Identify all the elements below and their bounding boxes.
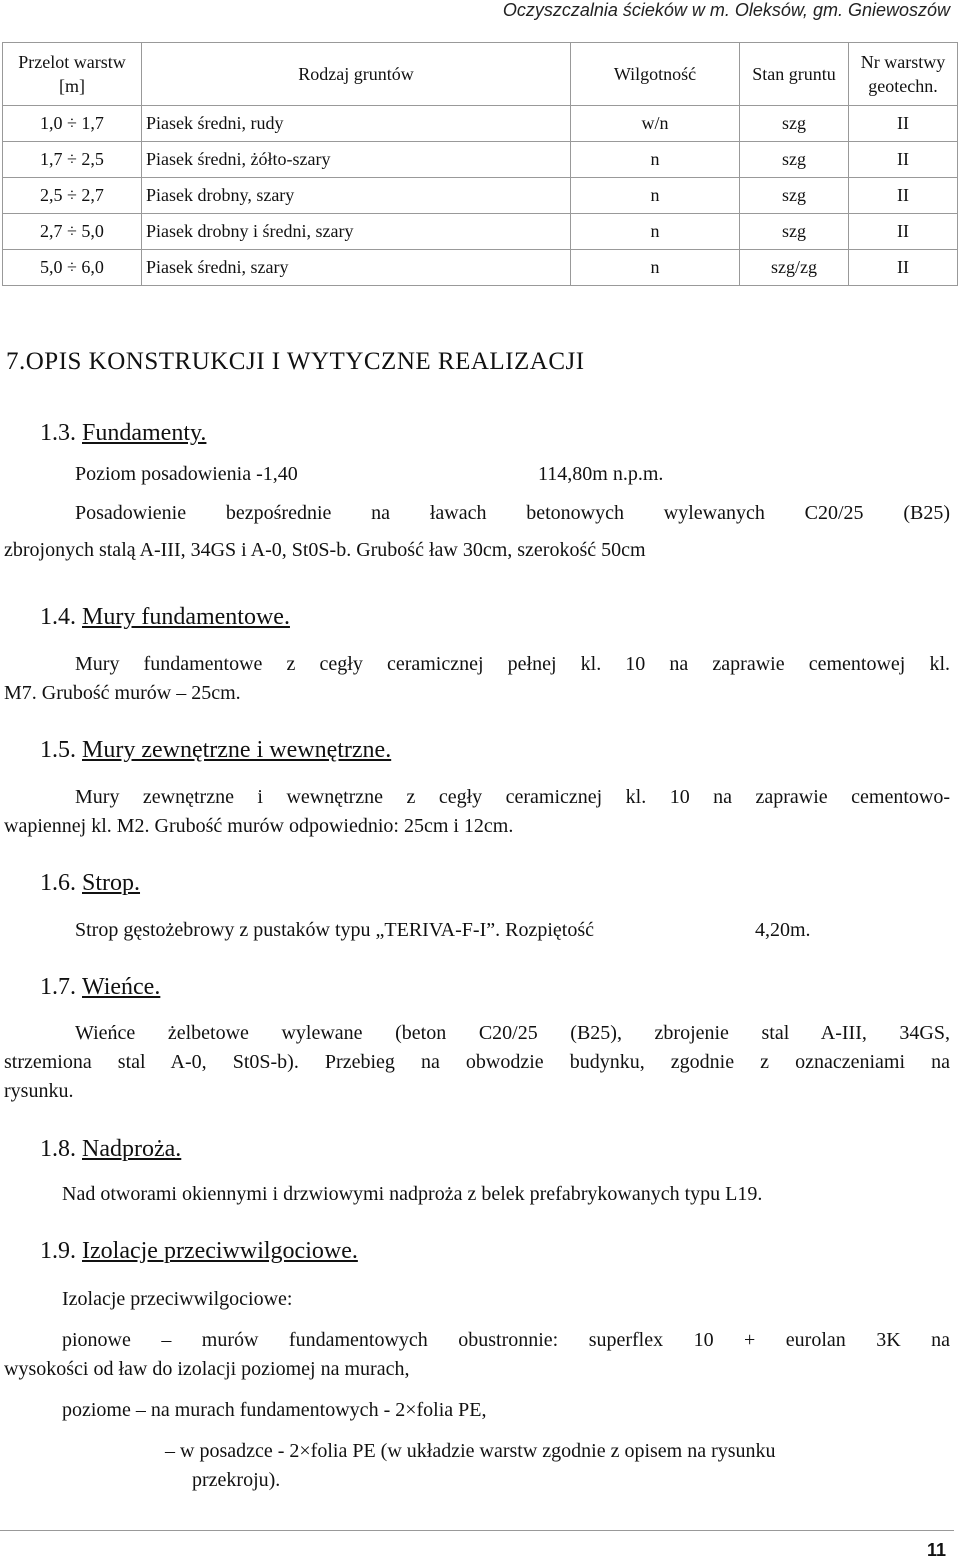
paragraph-line: Izolacje przeciwwilgociowe:: [62, 1288, 293, 1310]
paragraph-line: strzemiona stal A-0, St0S-b). Przebieg na obwodzie budynku, zgodnie z oznaczeniami na: [4, 1051, 950, 1073]
subsection-heading-foundation-walls: [40, 604, 290, 631]
paragraph-line: Wieńce żelbetowe wylewane (beton C20/25 (B25), zbrojenie stal A-III, 34GS,: [75, 1022, 950, 1044]
subsection-heading-foundations: [40, 420, 206, 447]
footer-divider: [0, 1530, 954, 1531]
paragraph-line: wapiennej kl. M2. Grubość murów odpowiednio: 25cm i 12cm.: [4, 815, 514, 837]
page-number: 11: [926, 1540, 946, 1560]
subsection-heading-walls: [40, 737, 391, 764]
subsection-number: 1.5.: [40, 737, 76, 763]
subsection-heading-ring-beams: [40, 974, 160, 1001]
subsection-number: 1.8.: [40, 1136, 76, 1162]
subsection-number: 1.7.: [40, 974, 76, 1000]
subsection-title: Mury zewnętrzne i wewnętrzne.: [82, 737, 392, 763]
cell-moisture: n: [571, 178, 740, 214]
cell-moisture: w/n: [571, 106, 740, 142]
subsection-title: Fundamenty.: [82, 420, 207, 446]
paragraph-line: Mury fundamentowe z cegły ceramicznej pełnej kl. 10 na zaprawie cementowej kl.: [75, 653, 950, 675]
paragraph-line: zbrojonych stalą A-III, 34GS i A-0, St0S-b. Grubość ław 30cm, szerokość 50cm: [4, 539, 646, 561]
paragraph-line: Strop gęstożebrowy z pustaków typu „TERIVA-F-I”. Rozpiętość: [75, 919, 594, 941]
cell-moisture: n: [571, 250, 740, 286]
foundation-level-label: Poziom posadowienia -1,40: [75, 463, 298, 485]
cell-layer-number: II: [849, 250, 958, 286]
subsection-title: Strop.: [82, 870, 141, 896]
subsection-title: Izolacje przeciwwilgociowe.: [82, 1238, 358, 1264]
paragraph-line: wysokości od ław do izolacji poziomej na murach,: [4, 1358, 410, 1380]
paragraph-line: Nad otworami okiennymi i drzwiowymi nadproża z belek prefabrykowanych typu L19.: [62, 1183, 763, 1205]
header-layer-number: Nr warstwy geotechn.: [849, 43, 958, 106]
cell-state: szg: [740, 214, 849, 250]
paragraph-line: M7. Grubość murów – 25cm.: [4, 682, 241, 704]
cell-soil-type: Piasek średni, rudy: [142, 106, 571, 142]
paragraph-line: pionowe – murów fundamentowych obustronnie: superflex 10 + eurolan 3K na: [62, 1329, 950, 1351]
cell-layer-number: II: [849, 142, 958, 178]
subsection-number: 1.6.: [40, 870, 76, 896]
cell-depth: 1,0 ÷ 1,7: [3, 106, 142, 142]
cell-depth: 5,0 ÷ 6,0: [3, 250, 142, 286]
header-state: Stan gruntu: [740, 43, 849, 106]
cell-depth: 2,5 ÷ 2,7: [3, 178, 142, 214]
subsection-title: Mury fundamentowe.: [82, 604, 290, 630]
paragraph-line: Posadowienie bezpośrednie na ławach betonowych wylewanych C20/25 (B25): [75, 502, 950, 524]
table-row: [3, 106, 958, 142]
subsection-number: 1.4.: [40, 604, 76, 630]
paragraph-line: rysunku.: [4, 1080, 74, 1102]
cell-layer-number: II: [849, 214, 958, 250]
cell-state: szg: [740, 106, 849, 142]
header-depth: Przelot warstw [m]: [3, 43, 142, 106]
subsection-heading-insulation: [40, 1238, 358, 1265]
section-title: 7.OPIS KONSTRUKCJI I WYTYCZNE REALIZACJI: [6, 348, 585, 375]
table-row: [3, 178, 958, 214]
cell-state: szg: [740, 142, 849, 178]
document-header: Oczyszczalnia ścieków w m. Oleksów, gm. Gniewoszów: [502, 0, 950, 20]
cell-state: szg: [740, 178, 849, 214]
table-row: [3, 214, 958, 250]
paragraph-line: – w posadzce - 2×folia PE (w układzie warstw zgodnie z opisem na rysunku: [165, 1440, 776, 1462]
table-row: [3, 250, 958, 286]
subsection-title: Wieńce.: [82, 974, 161, 1000]
cell-state: szg/zg: [740, 250, 849, 286]
cell-depth: 1,7 ÷ 2,5: [3, 142, 142, 178]
cell-moisture: n: [571, 142, 740, 178]
header-moisture: Wilgotność: [571, 43, 740, 106]
subsection-number: 1.3.: [40, 420, 76, 446]
paragraph-line: Mury zewnętrzne i wewnętrzne z cegły ceramicznej kl. 10 na zaprawie cementowo-: [75, 786, 950, 808]
cell-soil-type: Piasek średni, szary: [142, 250, 571, 286]
cell-soil-type: Piasek średni, żółto-szary: [142, 142, 571, 178]
subsection-heading-ceiling: [40, 870, 140, 897]
paragraph-line: przekroju).: [192, 1469, 281, 1491]
subsection-number: 1.9.: [40, 1238, 76, 1264]
cell-layer-number: II: [849, 178, 958, 214]
foundation-level-value: 114,80m n.p.m.: [538, 463, 664, 485]
paragraph-line: poziome – na murach fundamentowych - 2×folia PE,: [62, 1399, 487, 1421]
table-header-row: [3, 43, 958, 106]
span-value: 4,20m.: [755, 919, 811, 941]
subsection-title: Nadproża.: [82, 1136, 182, 1162]
table-row: [3, 142, 958, 178]
cell-moisture: n: [571, 214, 740, 250]
header-soil-type: Rodzaj gruntów: [142, 43, 571, 106]
cell-soil-type: Piasek drobny i średni, szary: [142, 214, 571, 250]
cell-soil-type: Piasek drobny, szary: [142, 178, 571, 214]
cell-layer-number: II: [849, 106, 958, 142]
soil-layers-table: [2, 42, 958, 286]
cell-depth: 2,7 ÷ 5,0: [3, 214, 142, 250]
subsection-heading-lintels: [40, 1136, 181, 1163]
